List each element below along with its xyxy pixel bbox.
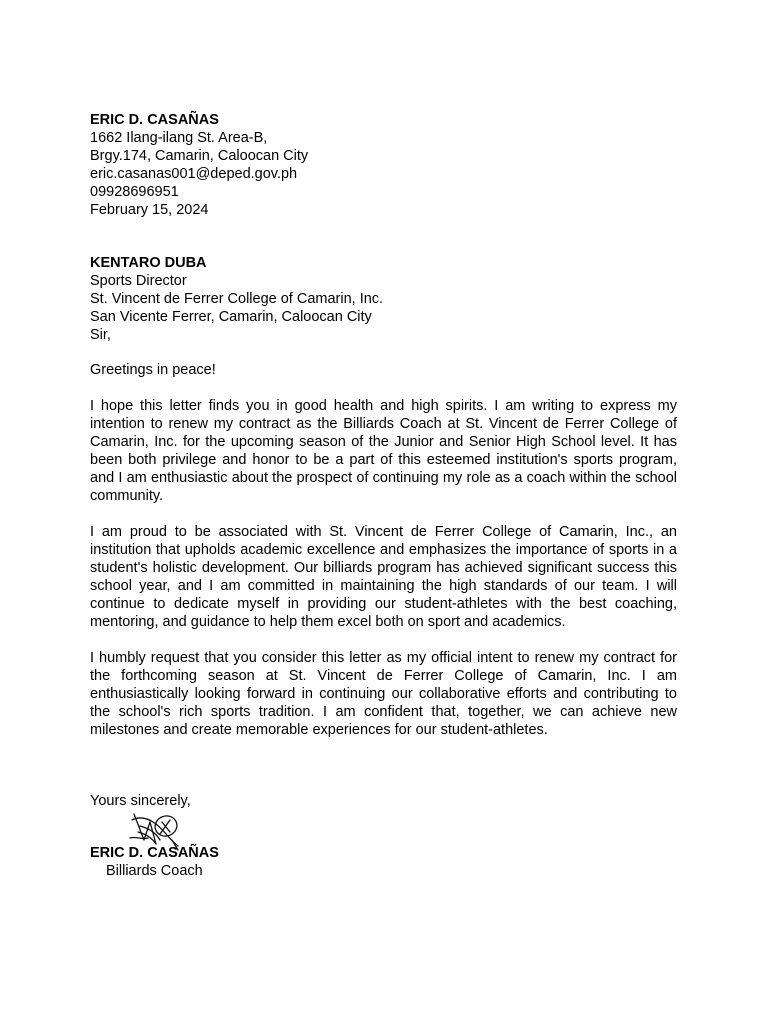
sender-address-line2: Brgy.174, Camarin, Caloocan City — [90, 148, 309, 164]
recipient-block — [90, 254, 677, 326]
sender-email: eric.casanas001@deped.gov.ph — [90, 166, 298, 182]
body-paragraph-3: I humbly request that you consider this letter as my official intent to renew my contract for the forthcoming season at St. Vincent de Ferrer College of Camarin, Inc. I am enthusiastically looking forward in continuing our collaborative efforts and contributing to the school's rich sports tradition. I am confident that, together, we can achieve new milestones and create memorable experiences for our student-athletes. — [90, 650, 677, 738]
letter — [90, 111, 677, 880]
signer-title: Billiards Coach — [106, 863, 203, 879]
sender-name: ERIC D. CASAÑAS — [90, 112, 219, 128]
salutation: Sir, — [90, 327, 111, 343]
sender-block — [90, 111, 677, 219]
sender-address-line1: 1662 Ilang-ilang St. Area-B, — [90, 130, 268, 146]
body-paragraph-2: I am proud to be associated with St. Vincent de Ferrer College of Camarin, Inc., an institution that upholds academic excellence and emphasizes the importance of sports in a student's holistic development. Our billiards program has achieved significant success this school year, and I am committed in maintaining the high standards of our team. I will continue to dedicate myself in providing our student-athletes with the best coaching, mentoring, and guidance to help them excel both on sport and academics. — [90, 524, 677, 630]
greeting: Greetings in peace! — [90, 362, 216, 378]
recipient-address: San Vicente Ferrer, Camarin, Caloocan City — [90, 309, 372, 325]
recipient-name: KENTARO DUBA — [90, 255, 207, 271]
recipient-organization: St. Vincent de Ferrer College of Camarin, Inc. — [90, 291, 384, 307]
sender-phone: 09928696951 — [90, 184, 179, 200]
signer-name: ERIC D. CASAÑAS — [90, 845, 219, 861]
recipient-title: Sports Director — [90, 273, 187, 289]
letter-date: February 15, 2024 — [90, 202, 209, 218]
body-paragraph-1: I hope this letter finds you in good health and high spirits. I am writing to express my intention to renew my contract as the Billiards Coach at St. Vincent de Ferrer College of Camarin, Inc. for the upcoming season of the Junior and Senior High School level. It has been both privilege and honor to be a part of this esteemed institution's sports program, and I am enthusiastic about the prospect of continuing my role as a coach within the school community. — [90, 398, 677, 504]
closing: Yours sincerely, — [90, 793, 191, 809]
signature-area — [90, 810, 677, 844]
